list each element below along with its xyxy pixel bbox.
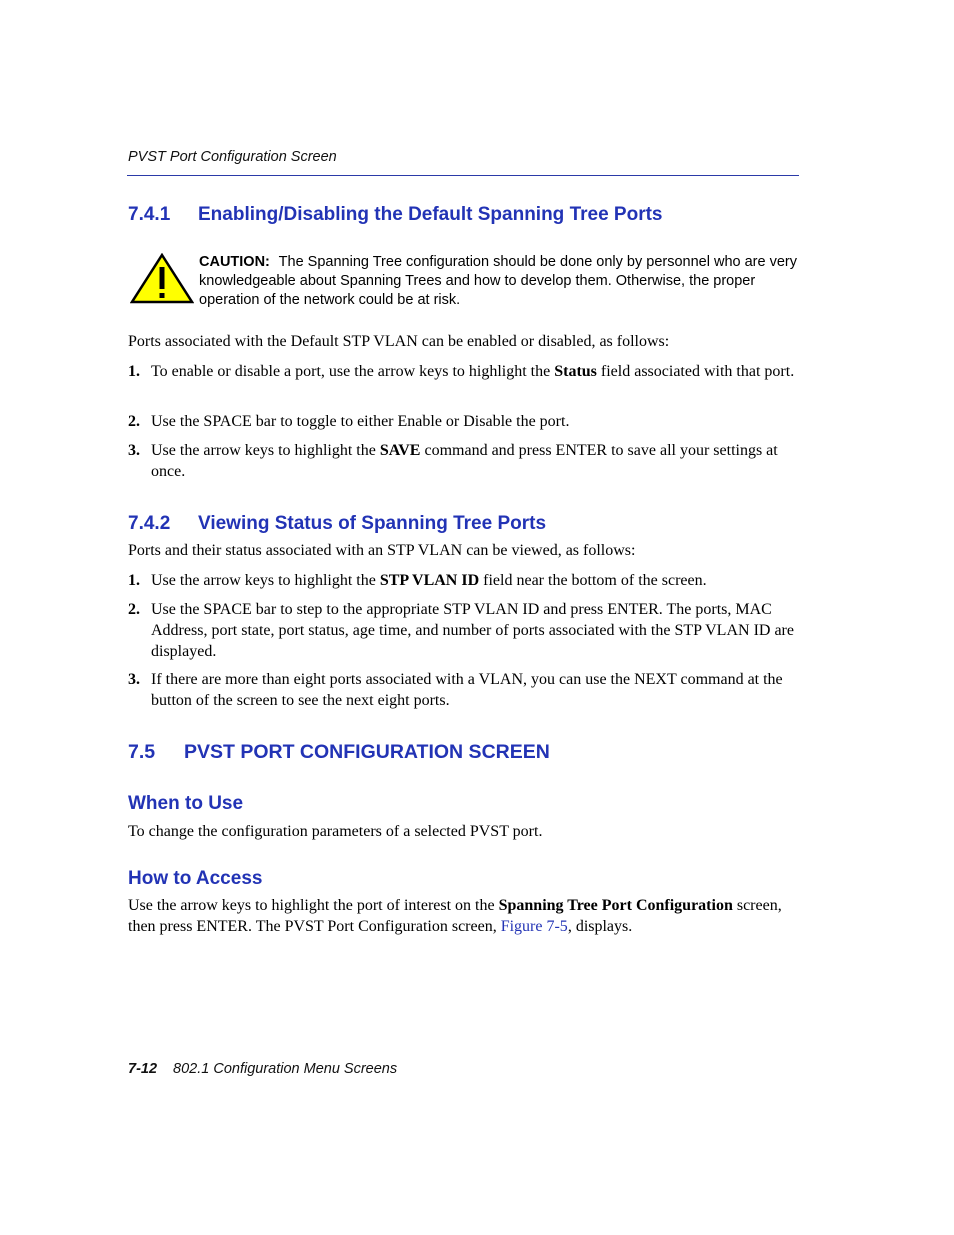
- step-number: 1.: [128, 363, 140, 380]
- page-number: 7-12: [128, 1061, 158, 1077]
- step-text: Use the arrow keys to highlight the: [151, 442, 380, 459]
- list-item: [128, 599, 800, 662]
- caution-body: The Spanning Tree configuration should be done only by personnel who are very knowledgeable about Spanning Trees and how to develop them. Otherwise, the proper operation of the network could be at risk.: [199, 254, 797, 308]
- step-text: Use the arrow keys to highlight the: [151, 572, 380, 589]
- how-text: Use the arrow keys to highlight the port of interest on the: [128, 897, 499, 914]
- step-text: Use the SPACE bar to step to the appropriate STP VLAN ID and press ENTER. The ports, MAC Address, port state, port status, age time, and number of ports associated with the STP VLAN ID are displayed.: [151, 601, 794, 660]
- list-item: [128, 440, 800, 482]
- list-item: [128, 669, 800, 711]
- when-to-use-text: To change the configuration parameters of a selected PVST port.: [128, 823, 543, 840]
- how-text: , displays.: [567, 918, 633, 935]
- list-item: [128, 570, 800, 591]
- running-header: PVST Port Configuration Screen: [128, 149, 337, 165]
- step-number: 2.: [128, 413, 140, 430]
- step-text: command and press ENTER to save all your settings at once.: [151, 442, 778, 480]
- list-item: [128, 361, 800, 382]
- step-text: If there are more than eight ports associated with a VLAN, you can use the NEXT command at the button of the screen to see the next eight ports.: [151, 671, 783, 709]
- page-footer: [128, 1061, 397, 1077]
- step-bold-term: SAVE: [379, 442, 421, 459]
- list-item: [128, 411, 800, 432]
- section-title: Enabling/Disabling the Default Spanning Tree Ports: [198, 204, 663, 225]
- when-to-use-heading: When to Use: [128, 793, 244, 814]
- section-title: Viewing Status of Spanning Tree Ports: [198, 513, 547, 534]
- section-742-intro: Ports and their status associated with an STP VLAN can be viewed, as follows:: [128, 542, 636, 559]
- step-bold-term: Status: [554, 363, 597, 380]
- caution-note: [199, 253, 804, 310]
- figure-link[interactable]: Figure 7-5: [500, 918, 568, 935]
- step-number: 1.: [128, 572, 140, 589]
- section-heading-7-5: [128, 741, 550, 764]
- step-text: field associated with that port.: [596, 363, 795, 380]
- how-bold-term: Spanning Tree Port Configuration: [498, 897, 733, 914]
- header-rule: [127, 175, 799, 176]
- step-text: Use the SPACE bar to toggle to either Enable or Disable the port.: [151, 413, 570, 430]
- section-number: 7.4.1: [128, 204, 171, 225]
- caution-label: CAUTION:: [199, 254, 270, 270]
- chapter-title: 802.1 Configuration Menu Screens: [173, 1061, 398, 1077]
- section-number: 7.5: [128, 741, 156, 763]
- section-heading-7-4-1: [128, 204, 663, 226]
- step-bold-term: STP VLAN ID: [379, 572, 480, 589]
- section-number: 7.4.2: [128, 513, 171, 534]
- section-heading-7-4-2: [128, 513, 546, 535]
- step-text: To enable or disable a port, use the arrow keys to highlight the: [151, 363, 555, 380]
- section-741-intro: Ports associated with the Default STP VLAN can be enabled or disabled, as follows:: [128, 333, 670, 350]
- warning-triangle-icon: [130, 253, 194, 305]
- section-title: PVST PORT CONFIGURATION SCREEN: [184, 741, 550, 763]
- how-to-access-text: [128, 895, 800, 937]
- step-text: field near the bottom of the screen.: [479, 572, 707, 589]
- step-number: 2.: [128, 601, 140, 618]
- step-number: 3.: [128, 671, 140, 688]
- how-text: screen, then press ENTER. The PVST Port Configuration screen,: [128, 897, 782, 935]
- how-to-access-heading: How to Access: [128, 868, 263, 889]
- step-number: 3.: [128, 442, 140, 459]
